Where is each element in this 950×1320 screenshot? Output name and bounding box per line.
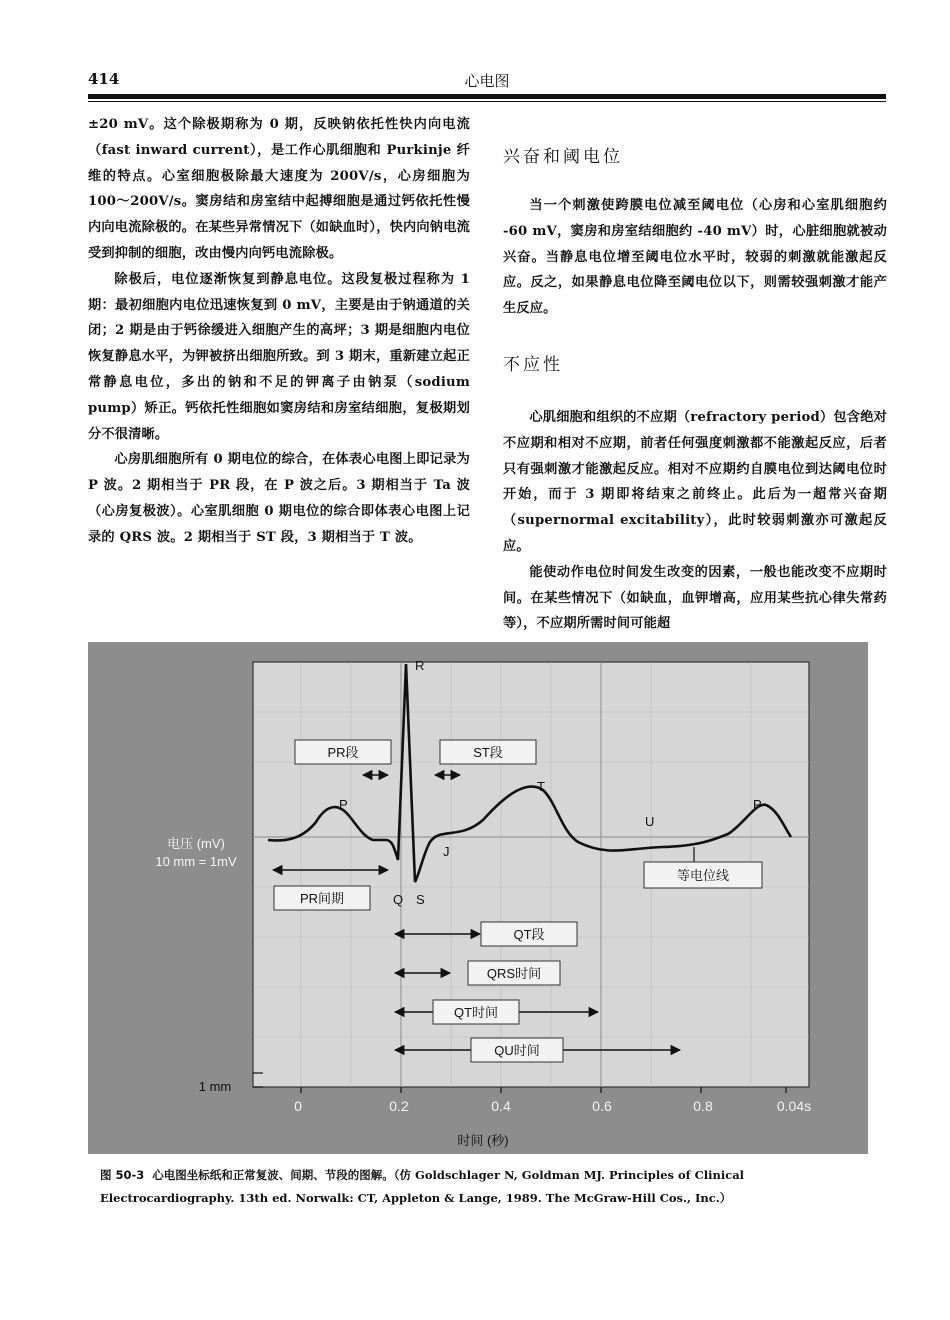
label-r-wave: R <box>415 658 425 673</box>
qt-segment-label: QT段 <box>513 927 545 942</box>
pr-interval-label: PR间期 <box>299 891 345 906</box>
y-axis-label-line1: 电压 (mV) <box>167 836 225 851</box>
label-s-wave: S <box>416 892 425 907</box>
figure-caption <box>100 1164 870 1210</box>
label-t-wave: T <box>537 779 545 794</box>
qt-interval-label: QT时间 <box>453 1005 499 1020</box>
right-paragraph-3: 能使动作电位时间发生改变的因素，一般也能改变不应期时间。在某些情况下（如缺血，血钾增高，应用某些抗心律失常药等），不应期所需时间可能超 <box>503 564 887 632</box>
right-column <box>503 112 887 637</box>
label-q-wave: Q <box>393 892 404 907</box>
qrs-interval-label: QRS时间 <box>486 966 542 981</box>
x-tick-5: 0.04s <box>776 1098 812 1114</box>
left-paragraph-3: 心房肌细胞所有 0 期电位的综合，在体表心电图上即记录为 P 波。2 期相当于 PR 段，在 P 波之后。3 期相当于 Ta 波（心房复极波）。心室肌细胞 0 期电位的综合即体表心电图上记录的 QRS 波。2 期相当于 ST 段，3 期相当于 T 波。 <box>88 452 470 545</box>
left-column <box>88 112 470 551</box>
page-header <box>88 70 886 92</box>
x-tick-2: 0.4 <box>491 1098 511 1114</box>
isoelectric-label: 等电位线 <box>676 868 730 883</box>
x-tick-4: 0.8 <box>693 1098 713 1114</box>
label-p-wave-next: P <box>753 797 762 812</box>
header-rule-thick <box>88 94 886 99</box>
ecg-diagram <box>88 642 868 1154</box>
x-axis-tick-marks <box>301 1087 786 1093</box>
caption-label: 图 50-3 <box>100 1168 145 1182</box>
left-paragraph-1: ±20 mV。这个除极期称为 0 期，反映钠依托性快内向电流（fast inward current），是工作心肌细胞和 Purkinje 纤维的特点。心室细胞极除最大速度为 200V/s，心房细胞为 100～200V/s。窦房结和房室结中起搏细胞是通过钙依托性慢内向电流除极的。在某些异常情况下（如缺血时），快内向钠电流受到抑制的细胞，改由慢内向钙电流除极。 <box>88 117 470 261</box>
qu-interval-label: QU时间 <box>494 1043 540 1058</box>
page-number: 414 <box>88 70 120 88</box>
st-segment-label: ST段 <box>473 745 503 760</box>
running-title: 心电图 <box>464 72 510 90</box>
label-u-wave: U <box>645 814 655 829</box>
ecg-figure <box>88 642 868 1154</box>
pr-segment-label: PR段 <box>327 745 359 760</box>
heading-excitability: 兴奋和阈电位 <box>503 147 623 167</box>
left-paragraph-2: 除极后，电位逐渐恢复到静息电位。这段复极过程称为 1 期：最初细胞内电位迅速恢复到 0 mV，主要是由于钠通道的关闭；2 期是由于钙徐缓进入细胞产生的高坪；3 期是细胞内电位恢复静息水平，为钾被挤出细胞所致。到 3 期末，重新建立起正常静息电位，多出的钠和不足的钾离子由钠泵（sodium pump）矫正。钙依托性细胞如窦房结和房室结细胞，复极期划分不很清晰。 <box>88 271 470 442</box>
right-paragraph-1: 当一个刺激使跨膜电位减至阈电位（心房和心室肌细胞约 -60 mV，窦房和房室结细胞约 -40 mV）时，心脏细胞就被动兴奋。当静息电位增至阈电位水平时，较弱的刺激就能激起反应。反之，如果静息电位降至阈电位以下，则需较强刺激才能产生反应。 <box>503 198 887 317</box>
x-axis-title: 时间 (秒) <box>457 1133 509 1148</box>
y-axis-label-line2: 10 mm = 1mV <box>155 854 237 869</box>
x-tick-1: 0.2 <box>389 1098 409 1114</box>
right-paragraph-2: 心肌细胞和组织的不应期（refractory period）包含绝对不应期和相对不应期，前者任何强度刺激都不能激起反应，后者只有强刺激才能激起反应。相对不应期约自膜电位到达阈电位时开始，而于 3 期即将结束之前终止。此后为一超常兴奋期（supernormal excitability），此时较弱刺激亦可激起反应。 <box>503 409 887 554</box>
x-tick-3: 0.6 <box>592 1098 612 1114</box>
heading-refractoriness: 不应性 <box>503 354 563 375</box>
label-j-point: J <box>443 844 450 859</box>
scale-label: 1 mm <box>198 1079 232 1094</box>
label-p-wave: P <box>339 797 348 812</box>
caption-text: 心电图坐标纸和正常复波、间期、节段的图解。（仿 Goldschlager N, Goldman MJ. Principles of Clinical Electrocardiography. 13th ed. Norwalk: CT, Appleton & Lange, 1989. The McGraw-Hill Cos., Inc.） <box>100 1168 745 1205</box>
x-tick-0: 0 <box>294 1098 302 1114</box>
header-rule-thin <box>88 101 886 102</box>
